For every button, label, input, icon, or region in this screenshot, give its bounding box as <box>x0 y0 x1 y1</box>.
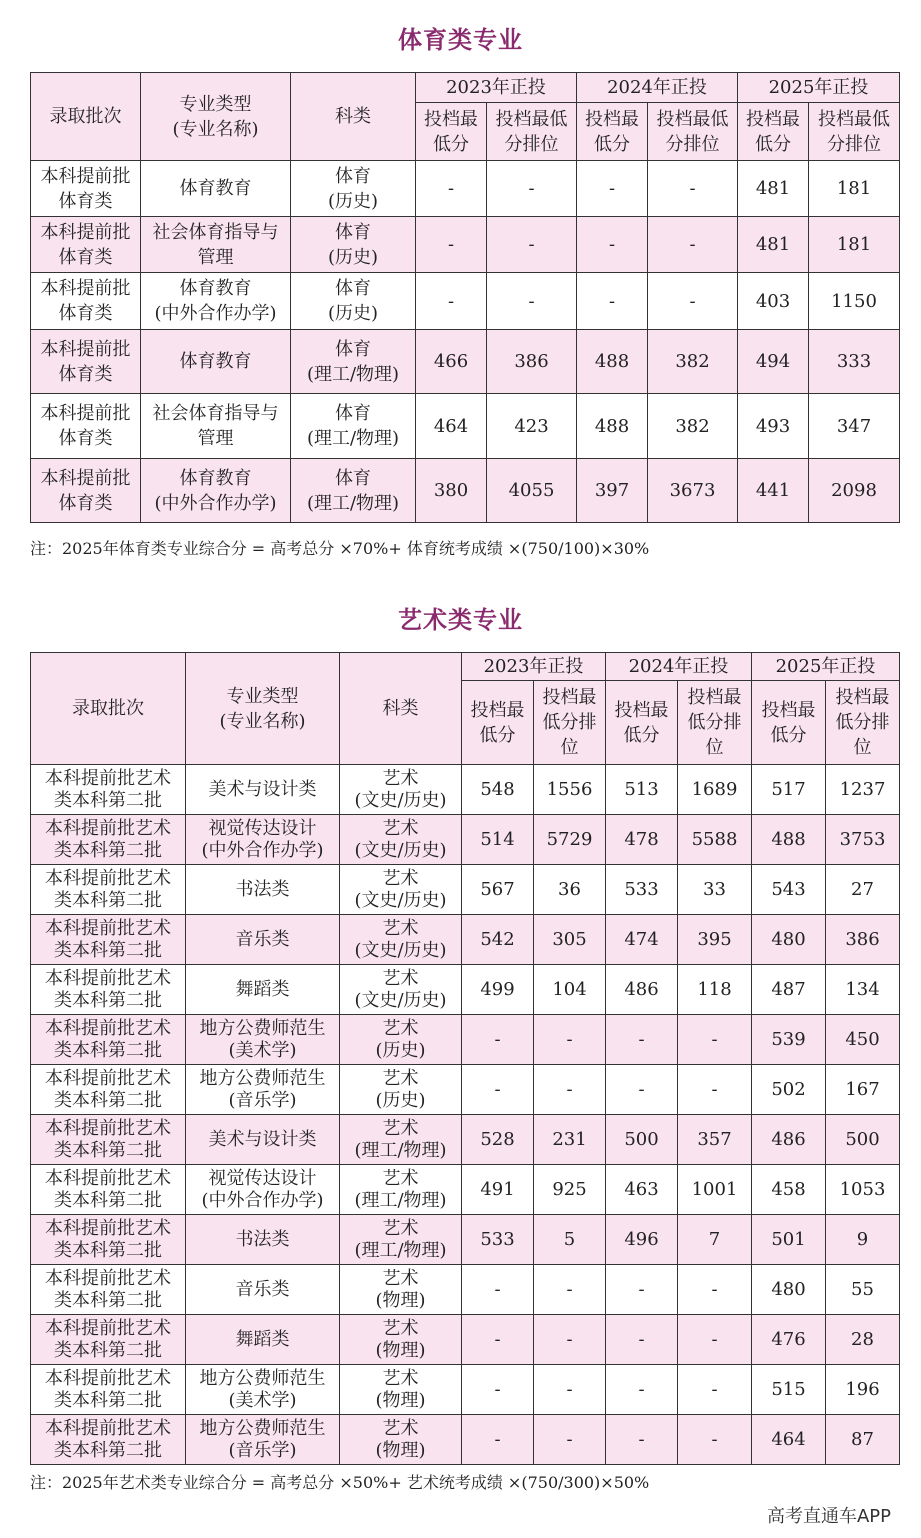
cell-batch: 本科提前批艺术 类本科第二批 <box>31 1315 186 1365</box>
cell-rank-2024: 382 <box>648 330 738 394</box>
cell-subject: 艺术 (历史) <box>340 1015 462 1065</box>
cell-major: 视觉传达设计 (中外合作办学) <box>186 1165 340 1215</box>
cell-score-2024: - <box>577 217 648 273</box>
cell-rank-2025: 181 <box>809 161 900 217</box>
art-admission-table <box>30 652 900 1465</box>
cell-rank-2025: 1150 <box>809 273 900 330</box>
cell-subject: 艺术 (文史/历史) <box>340 815 462 865</box>
cell-subject: 艺术 (理工/物理) <box>340 1115 462 1165</box>
cell-subject: 艺术 (历史) <box>340 1065 462 1115</box>
cell-subject: 体育 (历史) <box>291 161 416 217</box>
cell-rank-2023: - <box>534 1265 606 1315</box>
cell-score-2025: 543 <box>752 865 826 915</box>
cell-rank-2024: - <box>678 1415 752 1465</box>
header-subject: 科类 <box>291 73 416 161</box>
cell-rank-2025: 500 <box>826 1115 900 1165</box>
cell-score-2023: 464 <box>416 394 487 459</box>
cell-score-2023: - <box>416 161 487 217</box>
cell-score-2025: 493 <box>738 394 809 459</box>
cell-batch: 本科提前批艺术 类本科第二批 <box>31 865 186 915</box>
cell-score-2024: 463 <box>606 1165 678 1215</box>
cell-score-2025: 539 <box>752 1015 826 1065</box>
header-min-rank: 投档最低 分排位 <box>487 103 577 161</box>
cell-score-2025: 481 <box>738 217 809 273</box>
cell-batch: 本科提前批艺术 类本科第二批 <box>31 765 186 815</box>
table-row <box>31 1065 900 1115</box>
cell-rank-2024: - <box>648 217 738 273</box>
cell-rank-2023: - <box>487 273 577 330</box>
cell-rank-2024: - <box>678 1315 752 1365</box>
cell-score-2025: 487 <box>752 965 826 1015</box>
cell-rank-2025: 28 <box>826 1315 900 1365</box>
cell-subject: 艺术 (理工/物理) <box>340 1215 462 1265</box>
cell-subject: 体育 (理工/物理) <box>291 459 416 523</box>
cell-score-2024: 513 <box>606 765 678 815</box>
table-row <box>31 915 900 965</box>
cell-rank-2025: 27 <box>826 865 900 915</box>
cell-score-2025: 458 <box>752 1165 826 1215</box>
cell-score-2023: - <box>462 1365 534 1415</box>
cell-batch: 本科提前批艺术 类本科第二批 <box>31 1165 186 1215</box>
cell-rank-2024: - <box>678 1265 752 1315</box>
art-section-title: 艺术类专业 <box>398 605 523 634</box>
header-year-2023: 2023年正投 <box>462 653 606 681</box>
header-min-rank: 投档最低 分排位 <box>648 103 738 161</box>
cell-major: 地方公费师范生 (美术学) <box>186 1365 340 1415</box>
cell-score-2023: 548 <box>462 765 534 815</box>
cell-score-2024: - <box>606 1415 678 1465</box>
cell-rank-2025: 3753 <box>826 815 900 865</box>
cell-rank-2023: 5 <box>534 1215 606 1265</box>
header-min-score: 投档最 低分 <box>462 681 534 765</box>
header-batch: 录取批次 <box>31 653 186 765</box>
cell-subject: 体育 (理工/物理) <box>291 394 416 459</box>
cell-score-2025: 403 <box>738 273 809 330</box>
cell-subject: 艺术 (文史/历史) <box>340 765 462 815</box>
cell-major: 舞蹈类 <box>186 965 340 1015</box>
header-year-2023: 2023年正投 <box>416 73 577 103</box>
cell-score-2024: - <box>606 1015 678 1065</box>
cell-major: 体育教育 <box>141 330 291 394</box>
cell-score-2023: 514 <box>462 815 534 865</box>
cell-score-2025: 515 <box>752 1365 826 1415</box>
cell-rank-2025: 347 <box>809 394 900 459</box>
cell-rank-2023: 4055 <box>487 459 577 523</box>
header-min-score: 投档最 低分 <box>577 103 648 161</box>
table-row <box>31 1015 900 1065</box>
table-row <box>31 330 900 394</box>
table-row <box>31 394 900 459</box>
cell-major: 社会体育指导与 管理 <box>141 217 291 273</box>
cell-rank-2025: 1237 <box>826 765 900 815</box>
cell-batch: 本科提前批艺术 类本科第二批 <box>31 1365 186 1415</box>
cell-rank-2023: 386 <box>487 330 577 394</box>
cell-rank-2024: - <box>648 161 738 217</box>
cell-score-2024: - <box>606 1365 678 1415</box>
cell-rank-2024: 357 <box>678 1115 752 1165</box>
cell-score-2025: 464 <box>752 1415 826 1465</box>
watermark-text: 高考直通车APP <box>766 1506 891 1527</box>
cell-rank-2023: 305 <box>534 915 606 965</box>
cell-rank-2024: 7 <box>678 1215 752 1265</box>
cell-major: 地方公费师范生 (音乐学) <box>186 1065 340 1115</box>
header-major: 专业类型 (专业名称) <box>186 653 340 765</box>
cell-rank-2024: 1001 <box>678 1165 752 1215</box>
cell-score-2024: 533 <box>606 865 678 915</box>
cell-rank-2023: - <box>487 217 577 273</box>
cell-score-2024: 397 <box>577 459 648 523</box>
pe-section-title: 体育类专业 <box>398 25 523 54</box>
cell-score-2024: - <box>606 1315 678 1365</box>
cell-score-2024: 474 <box>606 915 678 965</box>
header-year-2024: 2024年正投 <box>606 653 752 681</box>
cell-rank-2024: 33 <box>678 865 752 915</box>
table-row <box>31 1165 900 1215</box>
cell-score-2023: 528 <box>462 1115 534 1165</box>
cell-rank-2024: - <box>648 273 738 330</box>
cell-subject: 艺术 (文史/历史) <box>340 965 462 1015</box>
cell-score-2024: 488 <box>577 394 648 459</box>
cell-rank-2024: - <box>678 1065 752 1115</box>
cell-score-2024: - <box>606 1265 678 1315</box>
cell-batch: 本科提前批艺术 类本科第二批 <box>31 965 186 1015</box>
cell-score-2023: - <box>462 1415 534 1465</box>
cell-rank-2025: 167 <box>826 1065 900 1115</box>
cell-batch: 本科提前批 体育类 <box>31 459 141 523</box>
table-row <box>31 217 900 273</box>
cell-score-2023: 499 <box>462 965 534 1015</box>
cell-score-2025: 481 <box>738 161 809 217</box>
cell-subject: 艺术 (文史/历史) <box>340 915 462 965</box>
cell-rank-2024: 118 <box>678 965 752 1015</box>
cell-rank-2023: - <box>534 1315 606 1365</box>
cell-score-2023: 533 <box>462 1215 534 1265</box>
cell-batch: 本科提前批 体育类 <box>31 217 141 273</box>
cell-batch: 本科提前批 体育类 <box>31 161 141 217</box>
cell-score-2023: - <box>416 273 487 330</box>
cell-rank-2024: 395 <box>678 915 752 965</box>
cell-score-2024: 500 <box>606 1115 678 1165</box>
cell-score-2024: 488 <box>577 330 648 394</box>
cell-rank-2025: 87 <box>826 1415 900 1465</box>
cell-major: 社会体育指导与 管理 <box>141 394 291 459</box>
cell-subject: 艺术 (理工/物理) <box>340 1165 462 1215</box>
table-row <box>31 459 900 523</box>
cell-rank-2023: 925 <box>534 1165 606 1215</box>
cell-score-2025: 501 <box>752 1215 826 1265</box>
cell-batch: 本科提前批 体育类 <box>31 330 141 394</box>
header-year-2024: 2024年正投 <box>577 73 738 103</box>
table-row <box>31 1365 900 1415</box>
cell-major: 美术与设计类 <box>186 1115 340 1165</box>
cell-batch: 本科提前批艺术 类本科第二批 <box>31 815 186 865</box>
cell-major: 舞蹈类 <box>186 1315 340 1365</box>
cell-rank-2025: 333 <box>809 330 900 394</box>
cell-rank-2023: 1556 <box>534 765 606 815</box>
cell-rank-2023: - <box>534 1415 606 1465</box>
cell-rank-2025: 9 <box>826 1215 900 1265</box>
cell-rank-2025: 181 <box>809 217 900 273</box>
cell-major: 书法类 <box>186 865 340 915</box>
cell-major: 视觉传达设计 (中外合作办学) <box>186 815 340 865</box>
header-subject: 科类 <box>340 653 462 765</box>
cell-rank-2024: 1689 <box>678 765 752 815</box>
cell-subject: 艺术 (物理) <box>340 1365 462 1415</box>
header-year-2025: 2025年正投 <box>752 653 900 681</box>
cell-batch: 本科提前批艺术 类本科第二批 <box>31 1265 186 1315</box>
table-row <box>31 765 900 815</box>
cell-rank-2023: - <box>534 1365 606 1415</box>
cell-rank-2024: - <box>678 1365 752 1415</box>
cell-score-2024: 478 <box>606 815 678 865</box>
pe-formula-note: 注：2025年体育类专业综合分 = 高考总分 ×70%+ 体育统考成绩 ×(750/100)×30% <box>30 539 650 558</box>
cell-score-2024: 486 <box>606 965 678 1015</box>
cell-rank-2023: - <box>487 161 577 217</box>
cell-major: 体育教育 <box>141 161 291 217</box>
cell-batch: 本科提前批艺术 类本科第二批 <box>31 915 186 965</box>
header-min-score: 投档最 低分 <box>738 103 809 161</box>
cell-major: 音乐类 <box>186 1265 340 1315</box>
cell-score-2023: - <box>462 1315 534 1365</box>
cell-batch: 本科提前批艺术 类本科第二批 <box>31 1215 186 1265</box>
header-min-score: 投档最 低分 <box>606 681 678 765</box>
cell-rank-2025: 2098 <box>809 459 900 523</box>
header-batch: 录取批次 <box>31 73 141 161</box>
cell-score-2025: 441 <box>738 459 809 523</box>
art-formula-note: 注：2025年艺术类专业综合分 = 高考总分 ×50%+ 艺术统考成绩 ×(750/300)×50% <box>30 1473 650 1492</box>
table-row <box>31 1115 900 1165</box>
cell-rank-2023: - <box>534 1015 606 1065</box>
cell-batch: 本科提前批艺术 类本科第二批 <box>31 1115 186 1165</box>
cell-score-2025: 517 <box>752 765 826 815</box>
cell-subject: 艺术 (物理) <box>340 1265 462 1315</box>
table-row <box>31 1415 900 1465</box>
header-major: 专业类型 (专业名称) <box>141 73 291 161</box>
cell-subject: 体育 (历史) <box>291 217 416 273</box>
cell-rank-2024: 5588 <box>678 815 752 865</box>
cell-subject: 艺术 (物理) <box>340 1315 462 1365</box>
table-row <box>31 273 900 330</box>
cell-score-2025: 488 <box>752 815 826 865</box>
cell-major: 体育教育 (中外合作办学) <box>141 273 291 330</box>
cell-batch: 本科提前批 体育类 <box>31 273 141 330</box>
cell-subject: 体育 (历史) <box>291 273 416 330</box>
cell-rank-2024: 382 <box>648 394 738 459</box>
pe-admission-table <box>30 72 900 523</box>
cell-subject: 艺术 (文史/历史) <box>340 865 462 915</box>
cell-batch: 本科提前批艺术 类本科第二批 <box>31 1015 186 1065</box>
cell-subject: 体育 (理工/物理) <box>291 330 416 394</box>
cell-score-2025: 502 <box>752 1065 826 1115</box>
table-row <box>31 865 900 915</box>
header-min-rank: 投档最 低分排 位 <box>826 681 900 765</box>
cell-rank-2025: 450 <box>826 1015 900 1065</box>
header-min-rank: 投档最低 分排位 <box>809 103 900 161</box>
header-min-score: 投档最 低分 <box>752 681 826 765</box>
cell-score-2024: 496 <box>606 1215 678 1265</box>
cell-score-2024: - <box>577 273 648 330</box>
header-year-2025: 2025年正投 <box>738 73 900 103</box>
cell-score-2024: - <box>606 1065 678 1115</box>
cell-rank-2023: 423 <box>487 394 577 459</box>
cell-score-2025: 480 <box>752 1265 826 1315</box>
cell-rank-2025: 196 <box>826 1365 900 1415</box>
cell-rank-2024: - <box>678 1015 752 1065</box>
cell-score-2025: 486 <box>752 1115 826 1165</box>
cell-rank-2023: 104 <box>534 965 606 1015</box>
table-row <box>31 965 900 1015</box>
header-min-score: 投档最 低分 <box>416 103 487 161</box>
cell-score-2023: - <box>462 1265 534 1315</box>
table-row <box>31 1215 900 1265</box>
cell-rank-2025: 55 <box>826 1265 900 1315</box>
cell-score-2023: - <box>462 1015 534 1065</box>
cell-score-2025: 494 <box>738 330 809 394</box>
table-row <box>31 1315 900 1365</box>
cell-rank-2024: 3673 <box>648 459 738 523</box>
header-min-rank: 投档最 低分排 位 <box>678 681 752 765</box>
cell-batch: 本科提前批 体育类 <box>31 394 141 459</box>
table-row <box>31 815 900 865</box>
cell-rank-2023: - <box>534 1065 606 1115</box>
cell-score-2023: 466 <box>416 330 487 394</box>
cell-score-2025: 476 <box>752 1315 826 1365</box>
cell-score-2024: - <box>577 161 648 217</box>
cell-rank-2025: 1053 <box>826 1165 900 1215</box>
table-row <box>31 1265 900 1315</box>
cell-score-2023: - <box>416 217 487 273</box>
cell-batch: 本科提前批艺术 类本科第二批 <box>31 1065 186 1115</box>
cell-major: 美术与设计类 <box>186 765 340 815</box>
cell-major: 地方公费师范生 (音乐学) <box>186 1415 340 1465</box>
cell-rank-2023: 36 <box>534 865 606 915</box>
cell-major: 书法类 <box>186 1215 340 1265</box>
cell-score-2023: - <box>462 1065 534 1115</box>
cell-score-2023: 542 <box>462 915 534 965</box>
cell-score-2023: 491 <box>462 1165 534 1215</box>
cell-rank-2023: 231 <box>534 1115 606 1165</box>
table-row <box>31 161 900 217</box>
cell-score-2023: 567 <box>462 865 534 915</box>
cell-score-2025: 480 <box>752 915 826 965</box>
cell-rank-2025: 386 <box>826 915 900 965</box>
cell-rank-2023: 5729 <box>534 815 606 865</box>
cell-score-2023: 380 <box>416 459 487 523</box>
cell-major: 地方公费师范生 (美术学) <box>186 1015 340 1065</box>
cell-major: 音乐类 <box>186 915 340 965</box>
cell-subject: 艺术 (物理) <box>340 1415 462 1465</box>
cell-rank-2025: 134 <box>826 965 900 1015</box>
header-min-rank: 投档最 低分排 位 <box>534 681 606 765</box>
cell-batch: 本科提前批艺术 类本科第二批 <box>31 1415 186 1465</box>
cell-major: 体育教育 (中外合作办学) <box>141 459 291 523</box>
